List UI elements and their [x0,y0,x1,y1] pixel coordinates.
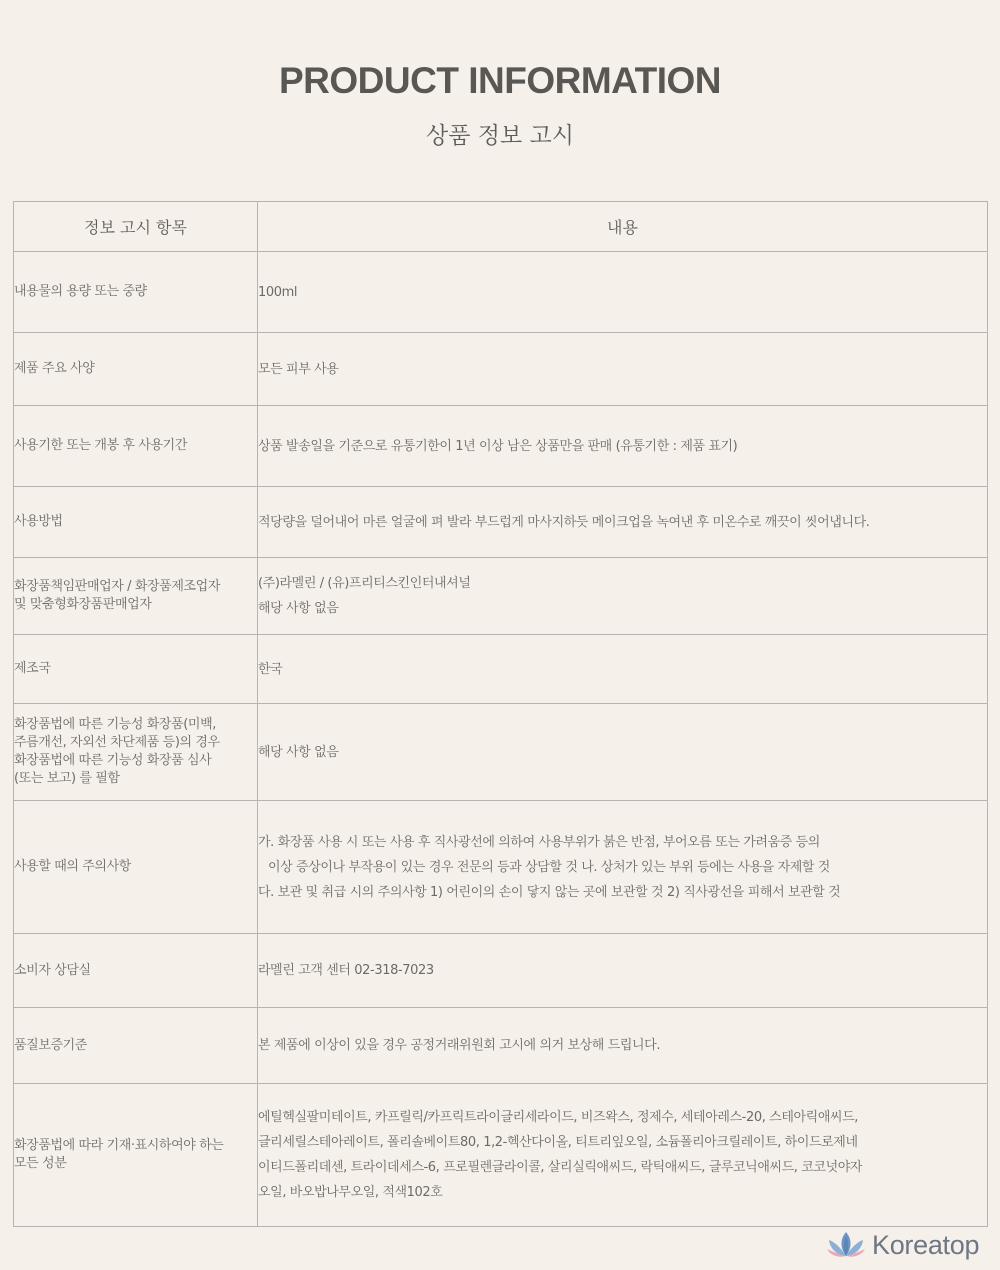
row-value [258,1084,988,1227]
row-label [14,406,258,487]
table-row [14,252,988,333]
row-label [14,558,258,635]
row-value-line: 해당 사항 없음 [258,744,339,760]
row-value-line: 모든 피부 사용 [258,361,339,377]
row-value-line: 다. 보관 및 취급 시의 주의사항 1) 어린이의 손이 닿지 않는 곳에 보관할 것 2) 직사광선을 피해서 보관할 것 [258,884,841,900]
row-value-line: 라멜린 고객 센터 02-318-7023 [258,963,434,978]
table-row [14,558,988,635]
row-label [14,333,258,406]
row-value [258,1008,988,1084]
row-value-line: 상품 발송일을 기준으로 유통기한이 1년 이상 남은 상품만을 판매 (유통기한 : 제품 표기) [258,438,738,454]
row-label-line: 화장품법에 따라 기재·표시하여야 하는 [14,1138,224,1153]
row-label-line: 주름개선, 자외선 차단제품 등)의 경우 [14,735,220,750]
row-value-line: 가. 화장품 사용 시 또는 사용 후 직사광선에 의하여 사용부위가 붉은 반점, 부어오름 또는 가려움증 등의 [258,834,820,850]
table-row [14,934,988,1008]
row-label-line: 제품 주요 사양 [14,361,95,376]
row-value [258,333,988,406]
row-label-line: 사용기한 또는 개봉 후 사용기간 [14,438,187,453]
row-value [258,704,988,801]
row-label-line: 사용할 때의 주의사항 [14,859,131,874]
table-header-row [14,202,988,252]
row-value-line: 한국 [258,661,283,677]
row-label-line: 및 맞춤형화장품판매업자 [14,597,152,612]
product-info-table [13,201,988,1227]
row-label [14,487,258,558]
table-row [14,333,988,406]
table-row [14,635,988,704]
row-value-line: 글리세릴스테아레이트, 폴리솔베이트80, 1,2-헥산다이올, 티트리잎오일, 소듐폴리아크릴레이트, 하이드로제네 [258,1135,858,1150]
row-value-line: (주)라멜린 / (유)프리티스킨인터내셔널 [258,576,471,591]
row-value-line: 적당량을 덜어내어 마른 얼굴에 펴 발라 부드럽게 마사지하듯 메이크업을 녹여낸 후 미온수로 깨끗이 씻어냅니다. [258,514,870,530]
page-subtitle: 상품 정보 고시 [426,123,574,149]
table-row [14,487,988,558]
table-row [14,801,988,934]
row-label-line: 내용물의 용량 또는 중량 [14,284,147,299]
row-value-line: 해당 사항 없음 [258,601,339,616]
table-row [14,406,988,487]
row-value-line: 에틸헥실팔미테이트, 카프릴릭/카프릭트라이글리세라이드, 비즈왁스, 정제수, 세테아레스-20, 스테아릭애씨드, [258,1110,859,1125]
row-label-line: 품질보증기준 [14,1037,87,1053]
row-value-line: 본 제품에 이상이 있을 경우 공정거래위원회 고시에 의거 보상해 드립니다. [258,1038,661,1053]
row-value [258,635,988,704]
row-value-line: 100ml [258,284,298,300]
row-value [258,252,988,333]
table-row [14,1084,988,1227]
header-item: 정보 고시 항목 [14,202,258,252]
row-value [258,487,988,558]
row-label-line: 제조국 [14,661,51,676]
row-label [14,252,258,333]
brand-name: Koreatop [872,1229,980,1260]
row-label-line: 화장품책임판매업자 / 화장품제조업자 [14,579,220,594]
table-row [14,704,988,801]
row-label-line: 화장품법에 따른 기능성 화장품 심사 [14,753,212,768]
row-value-line: 오일, 바오밥나무오일, 적색102호 [258,1185,443,1200]
table-row [14,1008,988,1084]
row-label-line: 사용방법 [14,514,63,529]
row-value-line: 이티드폴리데센, 트라이데세스-6, 프로필렌글라이콜, 살리실릭애씨드, 락틱애씨드, 글루코닉애씨드, 코코넛야자 [258,1160,863,1175]
header-content: 내용 [258,202,988,252]
row-label [14,1084,258,1227]
row-label [14,934,258,1008]
page-title: PRODUCT INFORMATION [279,60,721,101]
row-label-line: 소비자 상담실 [14,962,91,978]
row-value-line: 이상 증상이나 부작용이 있는 경우 전문의 등과 상담할 것 나. 상처가 있는 부위 등에는 사용을 자제할 것 [268,859,830,875]
lotus-icon [826,1230,866,1260]
row-label [14,801,258,934]
row-label-line: 모든 성분 [14,1156,67,1171]
row-label [14,1008,258,1084]
row-label [14,635,258,704]
row-value [258,558,988,635]
row-value [258,406,988,487]
row-label-line: (또는 보고) 를 필함 [14,771,120,786]
brand-logo [826,1228,979,1262]
row-label [14,704,258,801]
row-label-line: 화장품법에 따른 기능성 화장품(미백, [14,717,216,732]
row-value [258,934,988,1008]
row-value [258,801,988,934]
